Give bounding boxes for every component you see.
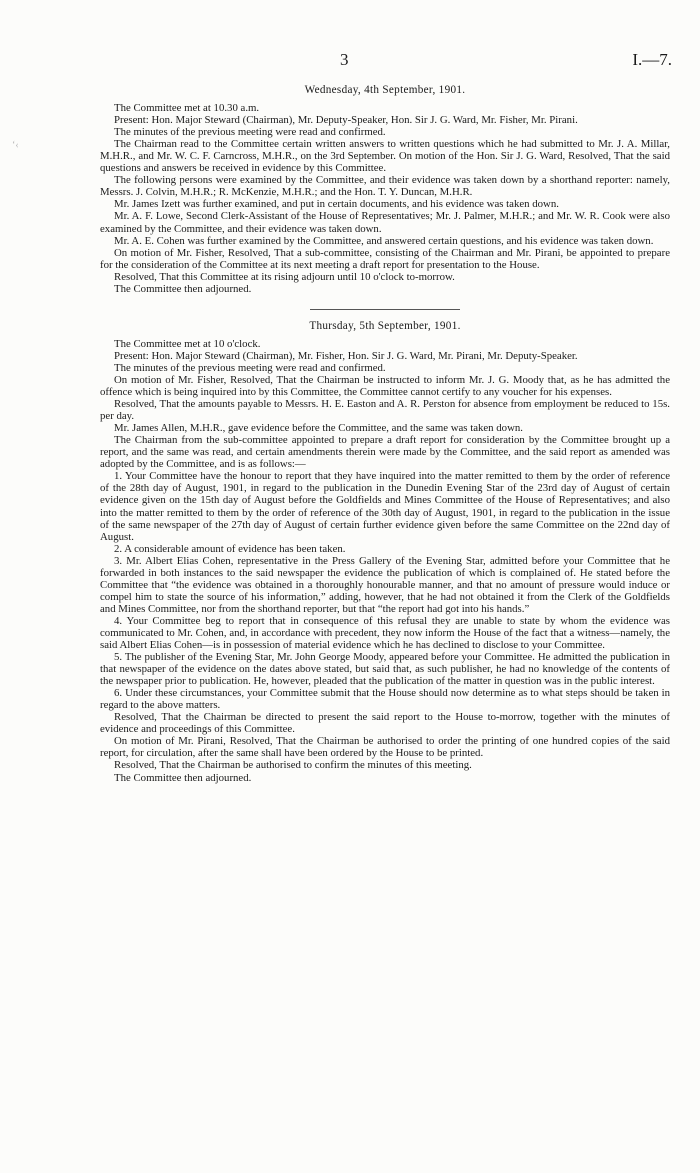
- paragraph: Resolved, That this Committee at its rising adjourn until 10 o'clock to-morrow.: [114, 270, 455, 283]
- page-header: [0, 50, 700, 70]
- paragraph: Mr. A. F. Lowe, Second Clerk-Assistant of the House of Representatives; Mr. J. Palmer, M.H.R.; and Mr. W. R. Cook were also examined by the Committee, and their evidence was taken down.: [100, 210, 670, 235]
- page-number: 3: [340, 50, 349, 69]
- paragraph: The minutes of the previous meeting were read and confirmed.: [114, 361, 386, 374]
- paragraph: On motion of Mr. Fisher, Resolved, That a sub-committee, consisting of the Chairman and Mr. Pirani, be appointed to prepare for the consideration of the Committee at its next meeting a draft report for presentation to the House.: [100, 246, 670, 271]
- section-divider: [310, 309, 460, 310]
- paragraph: Mr. James Izett was further examined, and put in certain documents, and his evidence was taken down.: [114, 198, 559, 211]
- section-heading-wednesday: Wednesday, 4th September, 1901.: [304, 84, 466, 96]
- report-paragraph-3: 3. Mr. Albert Elias Cohen, representative in the Press Gallery of the Evening Star, admitted before your Committee that he forwarded in both instances to the said newspaper the evidence the publication of which is complained of. He stated before the Committee that “the evidence was obtained in a thoroughly honourable manner, and that no amount of pressure would induce or compel him to state the source of his information,” adding, however, that he had not obtained it from the Clerk of the Goldfields and Mines Committee, nor from the shorthand reporter, but that “the report had got into his hands.”: [100, 554, 670, 615]
- paragraph: Resolved, That the Chairman be directed to present the said report to the House to-morrow, together with the minutes of evidence and proceedings of this Committee.: [100, 711, 670, 736]
- paragraph: Mr. A. E. Cohen was further examined by the Committee, and answered certain questions, and his evidence was taken down.: [114, 234, 654, 247]
- paragraph: Present: Hon. Major Steward (Chairman), Mr. Deputy-Speaker, Hon. Sir J. G. Ward, Mr. Fisher, Mr. Pirani.: [114, 114, 578, 127]
- paragraph: Resolved, That the Chairman be authorised to confirm the minutes of this meeting.: [114, 759, 472, 772]
- paragraph: Mr. James Allen, M.H.R., gave evidence before the Committee, and the same was taken down.: [114, 422, 523, 435]
- report-paragraph-2: 2. A considerable amount of evidence has been taken.: [114, 542, 346, 555]
- paragraph: The Chairman from the sub-committee appointed to prepare a draft report for consideration by the Committee brought up a report, and the same was read, and certain amendments therein were made by the Committee, and the said report as amended was adopted by the Committee, and is as follows:—: [100, 434, 670, 471]
- report-paragraph-5: 5. The publisher of the Evening Star, Mr. John George Moody, appeared before your Committee. He admitted the publication in that newspaper of the evidence on the dates above stated, but said that, as such publisher, he had no knowledge of the contents of the newspaper prior to publication. He, however, pleaded that the publication of the matter in question was in the public interest.: [100, 651, 670, 688]
- section-heading-thursday: Thursday, 5th September, 1901.: [309, 319, 461, 332]
- paragraph: The Chairman read to the Committee certain written answers to written questions which he had submitted to Mr. J. A. Millar, M.H.R., and Mr. W. C. F. Carncross, M.H.R., on the 3rd September. On motion of the Hon. Sir J. G. Ward, Resolved, That the said questions and answers be received in evidence by this Committee.: [100, 138, 670, 175]
- document-body: [100, 84, 670, 784]
- margin-mark: ‘‹: [12, 140, 19, 151]
- document-reference: I.—7.: [632, 50, 672, 69]
- paragraph: Resolved, That the amounts payable to Messrs. H. E. Easton and A. R. Perston for absence from employment be reduced to 15s. per day.: [100, 398, 670, 423]
- report-paragraph-6: 6. Under these circumstances, your Committee submit that the House should now determine as to what steps should be taken in regard to the above matters.: [100, 687, 670, 712]
- paragraph: The minutes of the previous meeting were read and confirmed.: [114, 126, 386, 139]
- report-paragraph-1: 1. Your Committee have the honour to report that they have inquired into the matter remitted to them by the order of reference of the 28th day of August, 1901, in regard to the publication in the Dunedin Evening Star of the 23rd day of August of certain evidence given on the 15th day of August before the Goldfields and Mines Committee of the House of Representatives; and also into the matter remitted to them by the order of reference of the 30th day of August, 1901, in regard to the publication in the issue of the same newspaper of the 27th day of August of certain further evidence given before the same Committee on the 22nd day of August.: [100, 470, 670, 543]
- paragraph: The Committee then adjourned.: [114, 771, 252, 784]
- paragraph: On motion of Mr. Fisher, Resolved, That the Chairman be instructed to inform Mr. J. G. Moody that, as he has admitted the offence which is being inquired into by this Committee, the Committee cannot certify to any voucher for his expenses.: [100, 373, 670, 399]
- paragraph: On motion of Mr. Pirani, Resolved, That the Chairman be authorised to order the printing of one hundred copies of the said report, for circulation, after the same shall have been ordered by the House to be printed.: [100, 735, 670, 760]
- paragraph: The following persons were examined by the Committee, and their evidence was taken down by a shorthand reporter: namely, Messrs. J. Colvin, M.H.R.; R. McKenzie, M.H.R.; and the Hon. T. Y. Duncan, M.H.R.: [100, 174, 670, 199]
- paragraph: The Committee met at 10.30 a.m.: [114, 102, 260, 115]
- paragraph: The Committee then adjourned.: [114, 282, 252, 295]
- report-paragraph-4: 4. Your Committee beg to report that in consequence of this refusal they are unable to state by whom the evidence was communicated to Mr. Cohen, and, in accordance with precedent, they now inform the House of the fact that a witness—namely, the said Albert Elias Cohen—is in possession of material evidence which he has declined to disclose to your Committee.: [100, 614, 670, 652]
- paragraph: Present: Hon. Major Steward (Chairman), Mr. Fisher, Hon. Sir J. G. Ward, Mr. Pirani, Mr. Deputy-Speaker.: [114, 349, 578, 362]
- paragraph: The Committee met at 10 o'clock.: [114, 337, 261, 350]
